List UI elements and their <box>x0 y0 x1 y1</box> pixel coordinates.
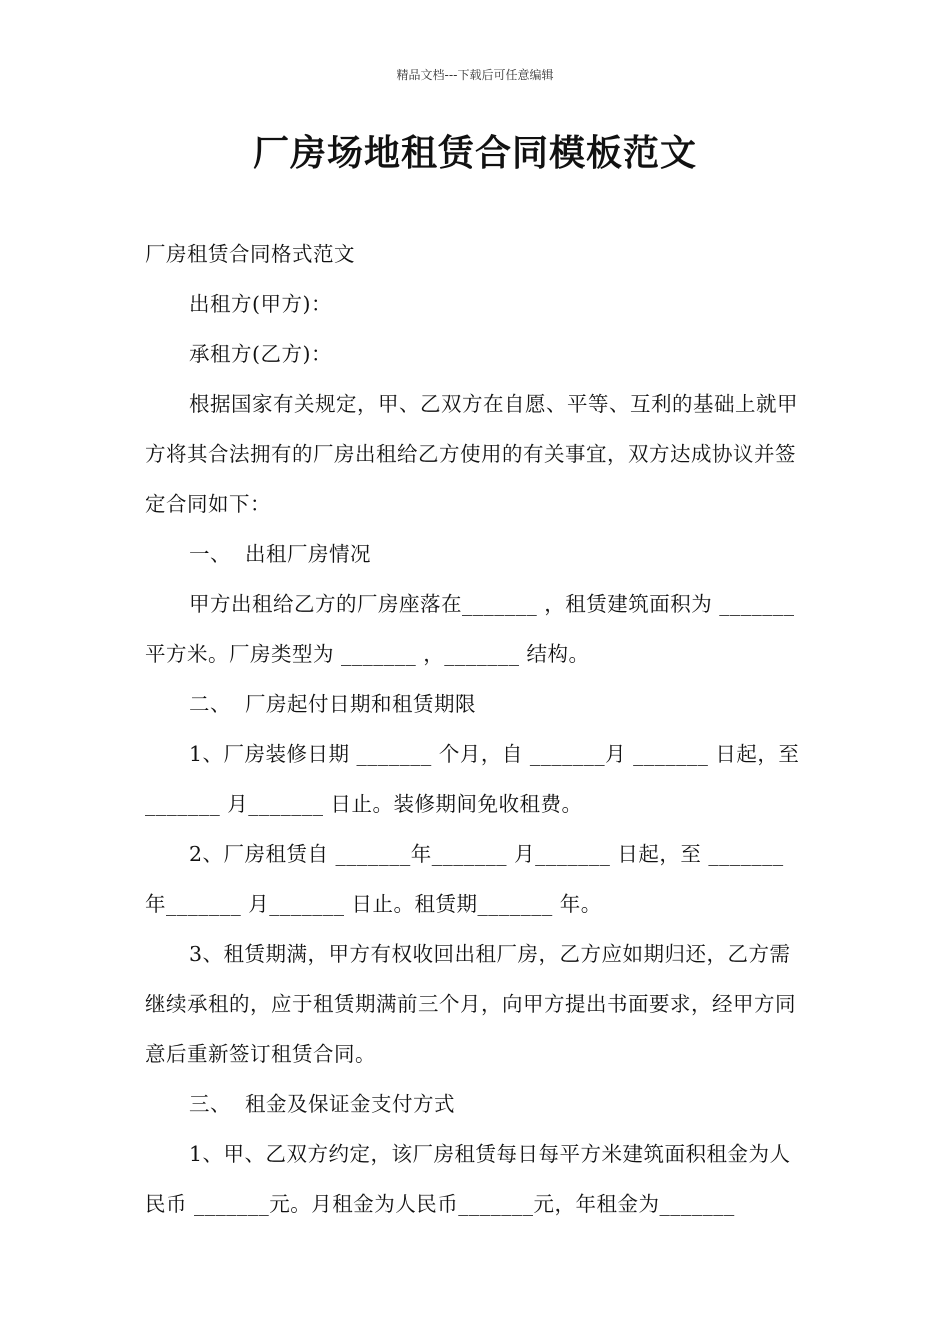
preamble-paragraph: 根据国家有关规定，甲、乙双方在自愿、平等、互利的基础上就甲方将其合法拥有的厂房出租给乙方使用的有关事宜，双方达成协议并签定合同如下： <box>145 392 798 516</box>
clause-heading-3: 三、 租金及保证金支付方式 <box>189 1092 456 1116</box>
clause-2-item-2: 2、厂房租赁自 _______年_______ 月_______ 日起，至 _______ 年_______ 月_______ 日止。租赁期_______ 年。 <box>145 842 791 916</box>
clause-2-item-1: 1、厂房装修日期 _______ 个月，自 _______月 _______ 日起，至 _______ 月_______ 日止。装修期间免收租费。 <box>145 742 807 816</box>
clause-1-paragraph: 甲方出租给乙方的厂房座落在_______ ，租赁建筑面积为 _______ 平方米。厂房类型为 _______ ，_______ 结构。 <box>145 592 802 666</box>
section-heading: 厂房租赁合同格式范文 <box>145 242 355 266</box>
party-a-line: 出租方(甲方)： <box>189 292 332 316</box>
header-note: 精品文档---下载后可任意编辑 <box>396 68 554 82</box>
clause-heading-1: 一、 出租厂房情况 <box>189 542 372 566</box>
clause-2-item-3: 3、租赁期满，甲方有权收回出租厂房，乙方应如期归还，乙方需继续承租的，应于租赁期满前三个月，向甲方提出书面要求，经甲方同意后重新签订租赁合同。 <box>145 942 796 1066</box>
party-b-line: 承租方(乙方)： <box>189 342 332 366</box>
document-body <box>145 229 807 1229</box>
document-title: 厂房场地租赁合同模板范文 <box>252 133 697 174</box>
clause-heading-2: 二、 厂房起付日期和租赁期限 <box>189 692 477 716</box>
clause-3-item-1: 1、甲、乙双方约定，该厂房租赁每日每平方米建筑面积租金为人民币 _______元。月租金为人民币_______元，年租金为_______ <box>145 1142 791 1216</box>
